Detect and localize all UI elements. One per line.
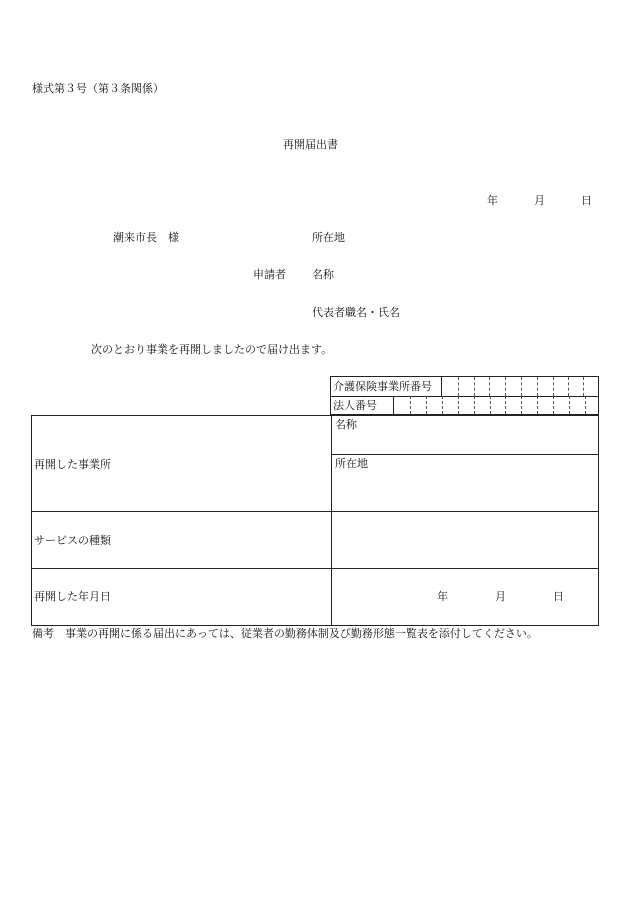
corporate-number-row — [331, 396, 598, 414]
applicant-address-label: 所在地 — [312, 231, 345, 244]
addressee: 潮来市長 様 — [113, 231, 179, 244]
remarks-note: 備考 事業の再開に係る届出にあっては、従業者の勤務体制及び勤務形態一覧表を添付してください。 — [32, 627, 538, 640]
reopen-month-label: 月 — [495, 590, 506, 603]
corporate-number-label: 法人番号 — [333, 399, 377, 412]
care-office-number-label: 介護保険事業所番号 — [333, 380, 432, 393]
page-title: 再開届出書 — [283, 138, 338, 151]
form-number: 様式第３号（第３条関係） — [32, 82, 164, 95]
main-table — [31, 415, 599, 626]
care-office-number-field[interactable] — [441, 377, 598, 396]
reopen-day-label: 日 — [553, 590, 564, 603]
applicant-label: 申請者 — [253, 268, 286, 281]
date-day-label: 日 — [581, 194, 592, 207]
service-type-field[interactable] — [332, 512, 598, 568]
date-month-label: 月 — [534, 194, 545, 207]
corporate-number-field[interactable] — [393, 396, 598, 414]
applicant-name-label: 名称 — [312, 268, 334, 281]
representative-label: 代表者職名・氏名 — [312, 306, 400, 319]
office-row — [32, 416, 598, 512]
number-table — [330, 376, 599, 415]
office-label: 再開した事業所 — [34, 458, 111, 471]
reopen-date-label: 再開した年月日 — [34, 590, 111, 603]
office-name-label: 名称 — [335, 418, 357, 431]
office-name-field[interactable] — [332, 416, 598, 455]
office-address-label: 所在地 — [335, 457, 368, 470]
intro-text: 次のとおり事業を再開しましたので届け出ます。 — [91, 343, 333, 356]
reopen-date-field[interactable] — [332, 569, 598, 625]
date-year-label: 年 — [487, 194, 498, 207]
reopen-date-row — [32, 569, 598, 625]
reopen-year-label: 年 — [437, 590, 448, 603]
care-office-number-row — [331, 377, 598, 397]
office-address-field[interactable] — [332, 455, 598, 511]
service-type-label: サービスの種類 — [34, 534, 111, 547]
service-type-row — [32, 512, 598, 569]
